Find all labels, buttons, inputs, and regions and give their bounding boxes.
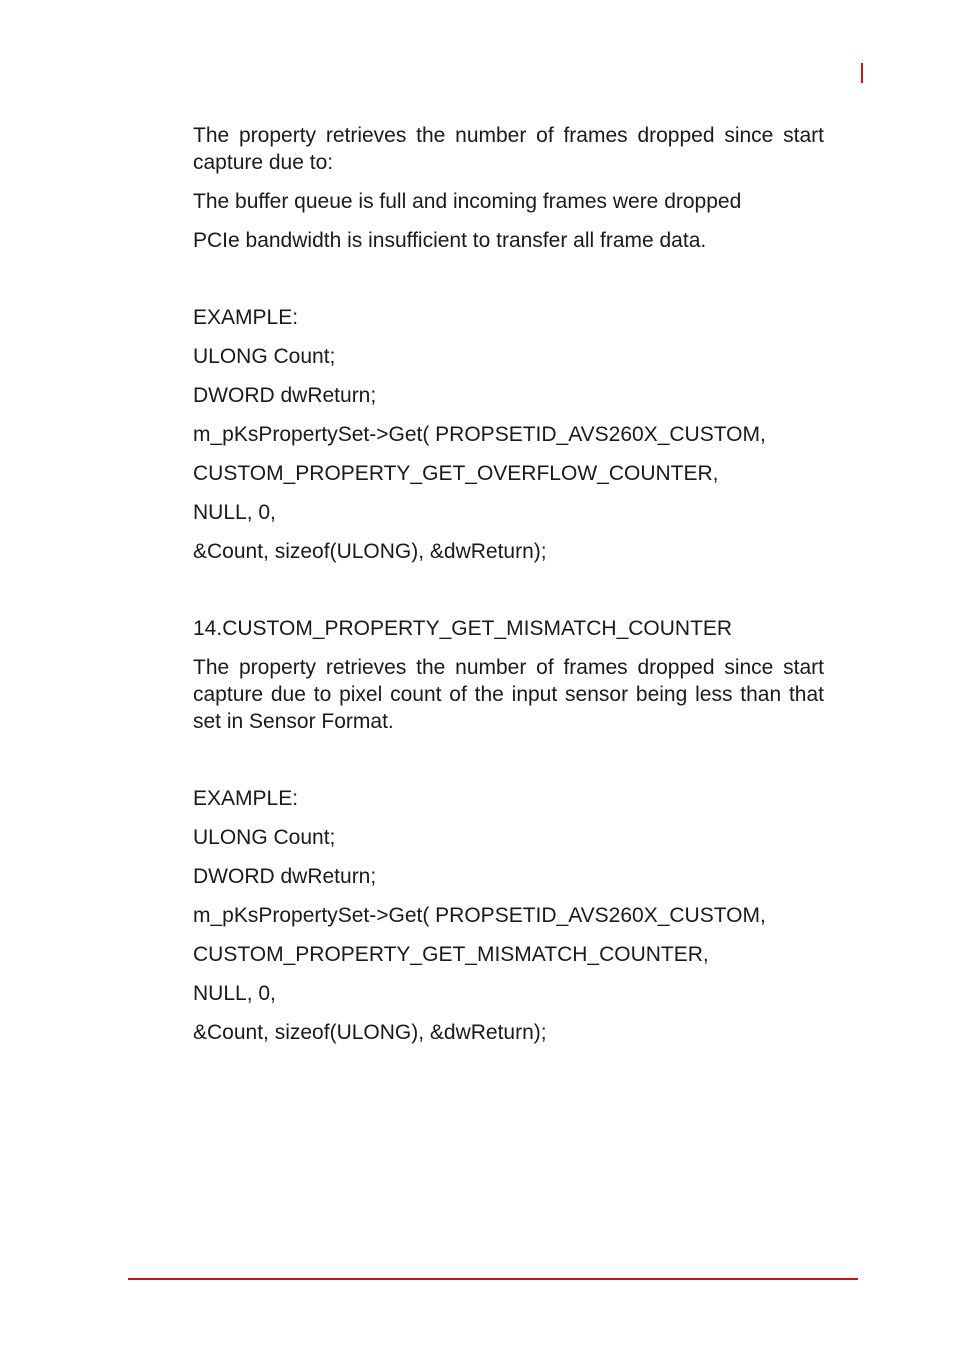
mismatch-example-label: EXAMPLE: xyxy=(193,787,299,810)
mismatch-section-heading: 14.CUSTOM_PROPERTY_GET_MISMATCH_COUNTER xyxy=(193,617,733,640)
overflow-cause-1: The buffer queue is full and incoming frames were dropped xyxy=(193,190,742,213)
overflow-code-block xyxy=(193,343,824,565)
code-line: &Count, sizeof(ULONG), &dwReturn); xyxy=(193,1021,547,1044)
overflow-cause-2: PCIe bandwidth is insufficient to transfer all frame data. xyxy=(193,229,707,252)
spacer xyxy=(193,577,824,615)
code-line: CUSTOM_PROPERTY_GET_MISMATCH_COUNTER, xyxy=(193,943,709,966)
code-line: m_pKsPropertySet->Get( PROPSETID_AVS260X_CUSTOM, xyxy=(193,904,766,927)
code-line: NULL, 0, xyxy=(193,982,276,1005)
overflow-description: The property retrieves the number of frames dropped since start capture due to: xyxy=(193,124,824,174)
code-line: ULONG Count; xyxy=(193,345,336,368)
code-line: DWORD dwReturn; xyxy=(193,384,377,407)
header-accent-mark xyxy=(861,63,863,83)
code-line: DWORD dwReturn; xyxy=(193,865,377,888)
spacer xyxy=(193,747,824,785)
code-line: ULONG Count; xyxy=(193,826,336,849)
code-line: &Count, sizeof(ULONG), &dwReturn); xyxy=(193,540,547,563)
mismatch-description: The property retrieves the number of frames dropped since start capture due to pixel count of the input sensor being less than that set in Sensor Format. xyxy=(193,656,824,733)
mismatch-code-block xyxy=(193,824,824,1046)
code-line: CUSTOM_PROPERTY_GET_OVERFLOW_COUNTER, xyxy=(193,462,719,485)
code-line: NULL, 0, xyxy=(193,501,276,524)
footer-rule xyxy=(128,1278,858,1280)
overflow-example-label: EXAMPLE: xyxy=(193,306,299,329)
page-content xyxy=(193,122,824,1058)
spacer xyxy=(193,266,824,304)
code-line: m_pKsPropertySet->Get( PROPSETID_AVS260X_CUSTOM, xyxy=(193,423,766,446)
